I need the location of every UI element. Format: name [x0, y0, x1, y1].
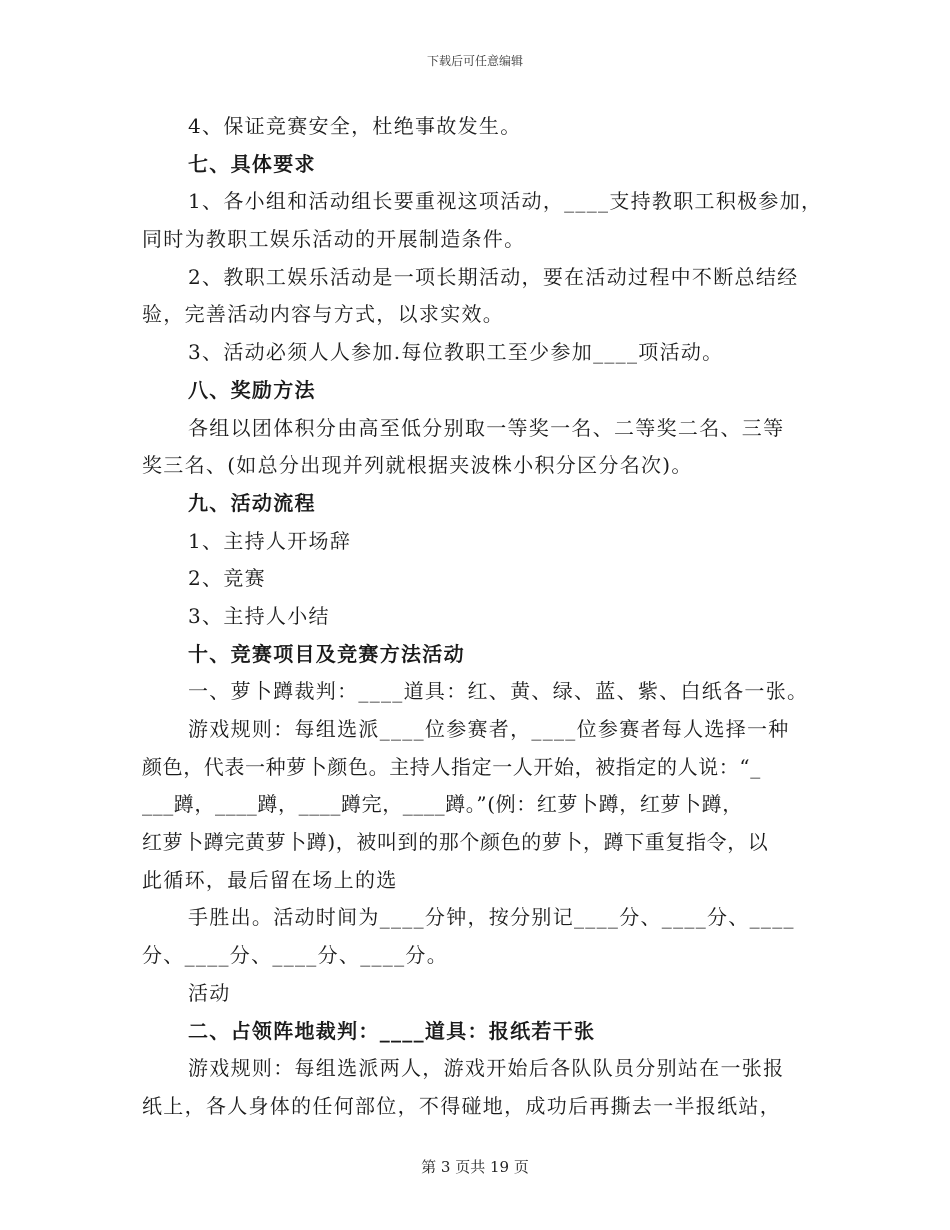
- paragraph-line: 2、教职工娱乐活动是一项长期活动，要在活动过程中不断总结经: [188, 264, 799, 289]
- page-footer: 第 3 页共 19 页: [421, 1158, 529, 1176]
- paragraph-line: 同时为教职工娱乐活动的开展制造条件。: [142, 227, 526, 252]
- paragraph-line: 奖三名、(如总分出现并列就根据夹波株小积分区分名次)。: [142, 453, 693, 478]
- paragraph-line: 3、活动必须人人参加.每位教职工至少参加____项活动。: [188, 340, 724, 365]
- paragraph-line: 2、竞赛: [188, 566, 266, 591]
- paragraph-line: ___蹲，____蹲，____蹲完，____蹲。”(例：红萝卜蹲，红萝卜蹲，: [142, 792, 743, 817]
- paragraph-line: 此循环，最后留在场上的选: [142, 867, 398, 892]
- paragraph-line: 手胜出。活动时间为____分钟，按分别记____分、____分、____: [188, 905, 795, 930]
- page-header: 下载后可任意编辑: [426, 54, 523, 68]
- paragraph-line: 各组以团体积分由高至低分别取一等奖一名、二等奖二名、三等: [188, 415, 785, 440]
- section-heading: 十、竞赛项目及竞赛方法活动: [188, 641, 465, 666]
- document-body: [142, 108, 823, 1126]
- section-heading: 二、占领阵地裁判：____道具：报纸若干张: [188, 1018, 596, 1043]
- paragraph-line: 一、萝卜蹲裁判：____道具：红、黄、绿、蓝、紫、白纸各一张。: [188, 679, 809, 704]
- section-heading: 七、具体要求: [188, 151, 316, 176]
- paragraph-line: 验，完善活动内容与方式，以求实效。: [142, 302, 505, 327]
- paragraph-line: 4、保证竞赛安全，杜绝事故发生。: [188, 114, 522, 138]
- paragraph-line: 3、主持人小结: [188, 603, 330, 628]
- paragraph-line: 颜色，代表一种萝卜颜色。主持人指定一人开始，被指定的人说：“_: [142, 754, 761, 779]
- paragraph-line: 游戏规则：每组选派两人，游戏开始后各队队员分别站在一张报: [188, 1056, 785, 1081]
- paragraph-line: 分、____分、____分、____分。: [142, 943, 448, 968]
- paragraph-line: 红萝卜蹲完黄萝卜蹲)，被叫到的那个颜色的萝卜，蹲下重复指令，以: [142, 830, 769, 855]
- paragraph-line: 纸上，各人身体的任何部位，不得碰地，成功后再撕去一半报纸站，: [142, 1093, 781, 1118]
- section-heading: 八、奖励方法: [188, 377, 316, 402]
- paragraph-line: 1、主持人开场辞: [188, 528, 352, 553]
- paragraph-line: 游戏规则：每组选派____位参赛者，____位参赛者每人选择一种: [188, 717, 790, 741]
- section-heading: 九、活动流程: [188, 490, 316, 515]
- paragraph-line: 1、各小组和活动组长要重视这项活动，____支持教职工积极参加，: [188, 189, 823, 214]
- paragraph-line: 活动: [188, 980, 231, 1005]
